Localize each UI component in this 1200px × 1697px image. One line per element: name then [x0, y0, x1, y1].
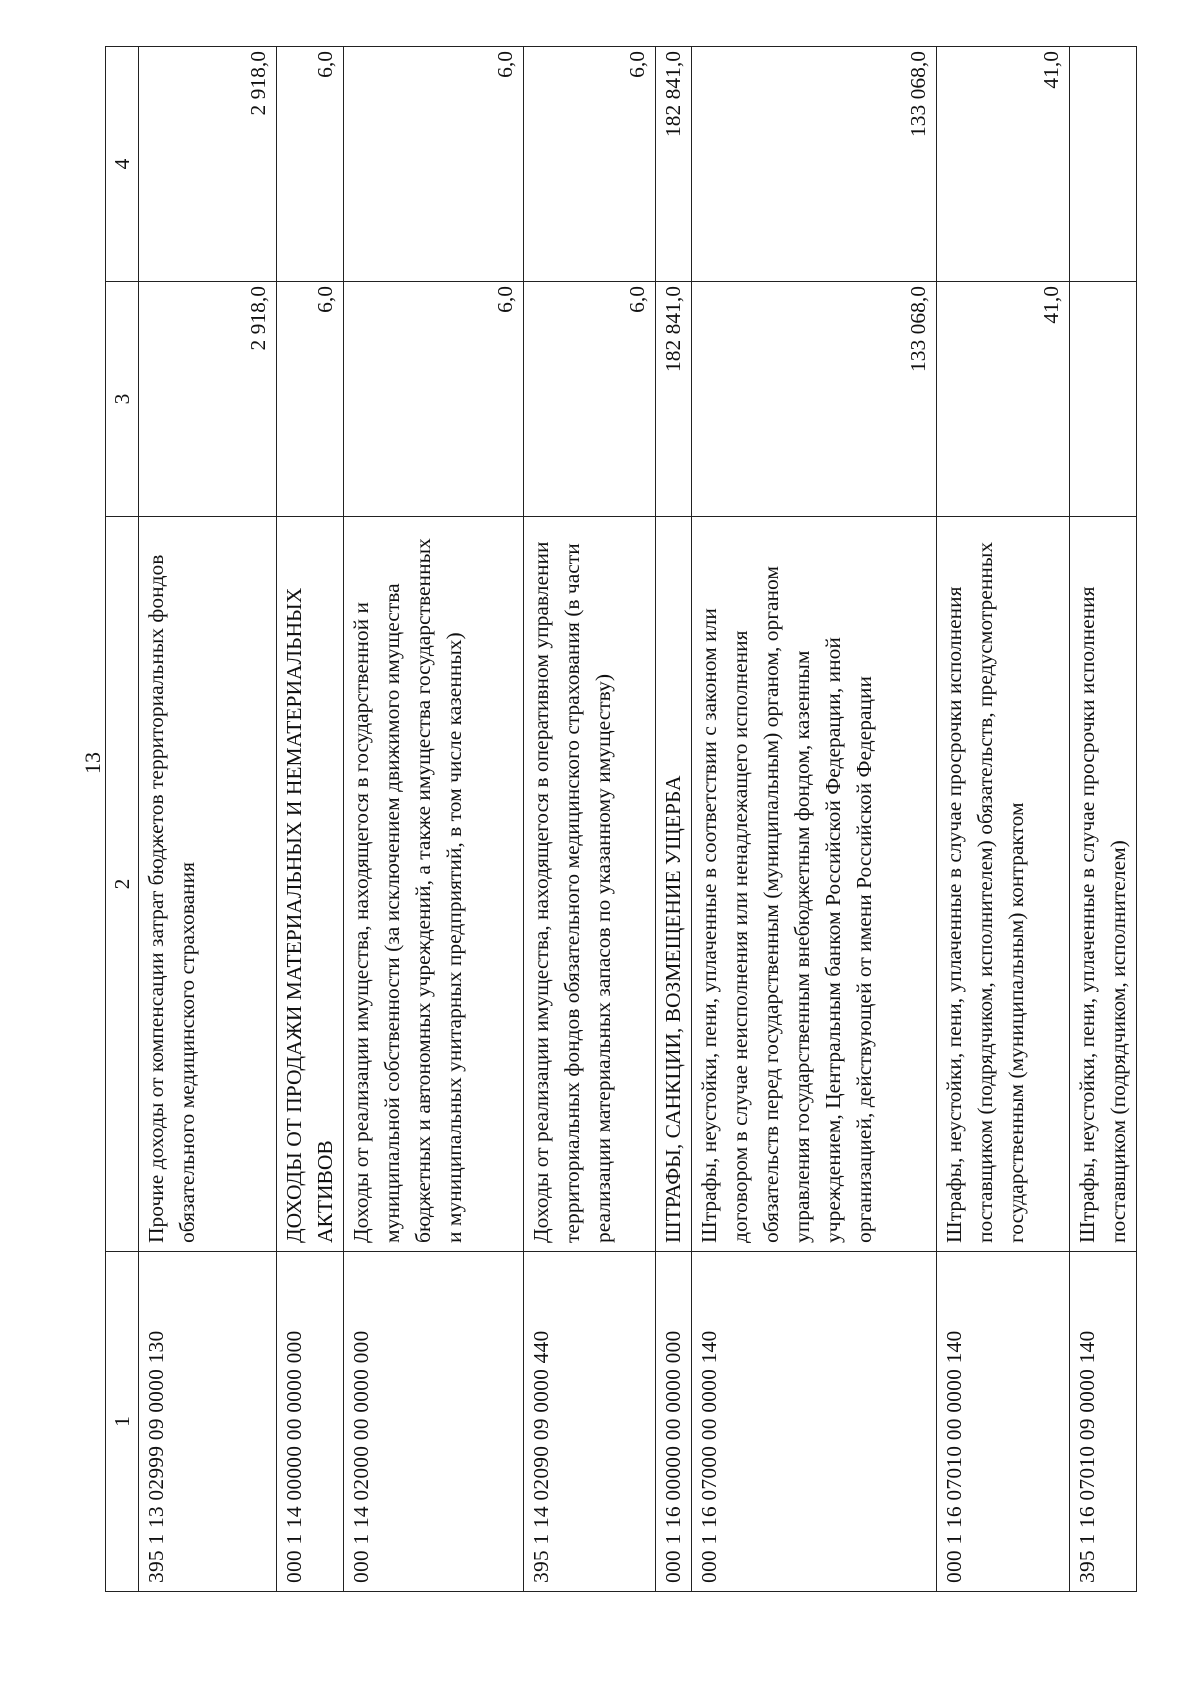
header-col-3: 3 — [106, 282, 139, 517]
row-name: ДОХОДЫ ОТ ПРОДАЖИ МАТЕРИАЛЬНЫХ И НЕМАТЕРИАЛЬНЫХ АКТИВОВ — [277, 517, 344, 1252]
row-name: Штрафы, неустойки, пени, уплаченные в соответствии с законом или договором в случае неисполнения или ненадлежащего исполнения обязательств перед государственным (муниципальным) органом, органом управления государственным внебюджетным фондом, казенным учреждением, Центральным банком Российской Федерации, иной организацией, действующей от имени Российской Федерации — [692, 517, 937, 1252]
table-row — [692, 47, 937, 1592]
row-name: Доходы от реализации имущества, находящегося в государственной и муниципальной собственности (за исключением движимого имущества бюджетных и автономных учреждений, а также имущества государственных и муниципальных унитарных предприятий, в том числе казенных) — [344, 517, 524, 1252]
row-code: 395 1 13 02999 09 0000 130 — [139, 1252, 277, 1592]
table-header-row — [106, 47, 139, 1592]
row-value-col3: 41,0 — [937, 282, 1070, 517]
row-value-col4: 6,0 — [524, 47, 656, 282]
row-name: Прочие доходы от компенсации затрат бюджетов территориальных фондов обязательного медицинского страхования — [139, 517, 277, 1252]
row-value-col3: 6,0 — [344, 282, 524, 517]
row-code: 395 1 16 07010 09 0000 140 — [1070, 1252, 1137, 1592]
table-row — [524, 47, 656, 1592]
row-code: 000 1 16 07010 00 0000 140 — [937, 1252, 1070, 1592]
table-row — [937, 47, 1070, 1592]
row-code: 000 1 14 00000 00 0000 000 — [277, 1252, 344, 1592]
header-col-1: 1 — [106, 1252, 139, 1592]
rotated-table-wrapper — [105, 47, 1130, 1592]
page-number: 13 — [80, 752, 105, 774]
row-name: Доходы от реализации имущества, находящегося в оперативном управлении территориальных фондов обязательного медицинского страхования (в части реализации материальных запасов по указанному имуществу) — [524, 517, 656, 1252]
table-row — [344, 47, 524, 1592]
row-name: Штрафы, неустойки, пени, уплаченные в случае просрочки исполнения поставщиком (подрядчиком, исполнителем) — [1070, 517, 1137, 1252]
table-row — [1070, 47, 1137, 1592]
row-value-col4: 6,0 — [277, 47, 344, 282]
row-value-col4: 182 841,0 — [656, 47, 692, 282]
row-name: ШТРАФЫ, САНКЦИИ, ВОЗМЕЩЕНИЕ УЩЕРБА — [656, 517, 692, 1252]
row-value-col3 — [1070, 282, 1137, 517]
row-name: Штрафы, неустойки, пени, уплаченные в случае просрочки исполнения поставщиком (подрядчиком, исполнителем) обязательств, предусмотренных государственным (муниципальным) контрактом — [937, 517, 1070, 1252]
row-value-col3: 2 918,0 — [139, 282, 277, 517]
row-code: 395 1 14 02090 09 0000 440 — [524, 1252, 656, 1592]
row-value-col4: 2 918,0 — [139, 47, 277, 282]
header-col-2: 2 — [106, 517, 139, 1252]
table-row — [277, 47, 344, 1592]
row-value-col4: 41,0 — [937, 47, 1070, 282]
row-value-col3: 182 841,0 — [656, 282, 692, 517]
row-value-col4 — [1070, 47, 1137, 282]
header-col-4: 4 — [106, 47, 139, 282]
row-value-col4: 6,0 — [344, 47, 524, 282]
row-value-col4: 133 068,0 — [692, 47, 937, 282]
row-code: 000 1 16 07000 00 0000 140 — [692, 1252, 937, 1592]
row-value-col3: 6,0 — [524, 282, 656, 517]
revenue-table — [105, 46, 1137, 1592]
table-row — [139, 47, 277, 1592]
row-value-col3: 133 068,0 — [692, 282, 937, 517]
row-code: 000 1 14 02000 00 0000 000 — [344, 1252, 524, 1592]
row-code: 000 1 16 00000 00 0000 000 — [656, 1252, 692, 1592]
table-row — [656, 47, 692, 1592]
row-value-col3: 6,0 — [277, 282, 344, 517]
